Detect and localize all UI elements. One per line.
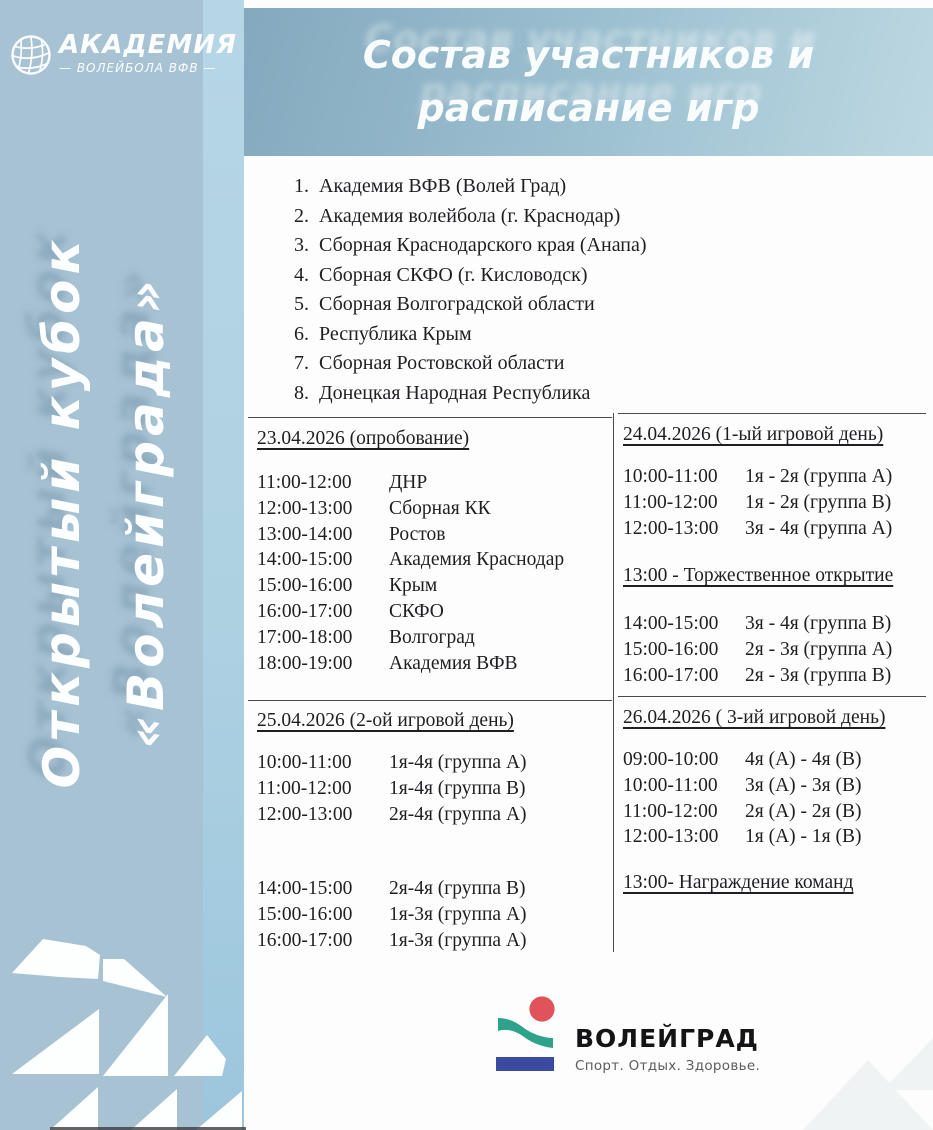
faint-triangles-decoration — [783, 1020, 933, 1130]
voleygrad-name: ВОЛЕЙГРАД — [575, 1024, 759, 1053]
cup-title-line2: «Волейграда» — [117, 275, 175, 749]
entry: СКФО — [389, 600, 444, 622]
schedule-row — [257, 573, 609, 599]
time-slot: 17:00-18:00 — [257, 626, 353, 648]
entry: 1я (А) - 1я (В) — [745, 826, 862, 848]
day4-rows — [623, 747, 926, 850]
entry: 1я-4я (группа А) — [389, 752, 527, 773]
grid-line-mid-right — [618, 696, 926, 697]
list-item — [283, 172, 647, 202]
list-item — [283, 349, 647, 379]
schedule-row — [257, 599, 609, 625]
list-item — [283, 202, 647, 232]
time-slot: 10:00-11:00 — [257, 752, 352, 773]
entry: 1я-4я (группа В) — [389, 777, 526, 799]
time-slot: 16:00-17:00 — [257, 600, 353, 622]
time-slot: 11:00-12:00 — [257, 472, 352, 493]
day1-rows — [257, 470, 609, 676]
schedule-row — [623, 637, 926, 663]
header-banner — [244, 8, 933, 156]
schedule-row — [623, 490, 926, 516]
schedule-day3-block — [257, 710, 609, 954]
time-slot: 15:00-16:00 — [257, 904, 353, 926]
entry: 2я - 3я (группа В) — [745, 664, 892, 686]
list-item — [283, 231, 647, 261]
schedule-row — [257, 776, 609, 802]
team-name: Донецкая Народная Республика — [319, 381, 591, 404]
time-slot: 11:00-12:00 — [623, 800, 718, 822]
entry: 2я-4я (группа В) — [389, 878, 526, 900]
time-slot: 15:00-16:00 — [257, 575, 353, 597]
grid-line-vertical-divider — [613, 413, 614, 952]
page-title-line1: Состав участников и — [362, 33, 815, 77]
schedule-row — [623, 824, 926, 850]
schedule-row — [257, 470, 609, 496]
entry: Академия ВФВ — [389, 652, 518, 674]
item-number: 5. — [294, 293, 309, 315]
time-slot: 14:00-15:00 — [623, 613, 719, 635]
time-slot: 16:00-17:00 — [257, 929, 353, 951]
entry: 3я (А) - 3я (В) — [745, 774, 862, 796]
voleygrad-tagline: Спорт. Отдых. Здоровье. — [575, 1058, 761, 1074]
entry: 1я-3я (группа А) — [389, 904, 527, 926]
voleygrad-logo-mark-icon — [492, 994, 558, 1081]
day1-title: 23.04.2026 (опробование) — [257, 428, 470, 449]
time-slot: 12:00-13:00 — [257, 497, 353, 519]
grid-line-top-right — [618, 413, 926, 414]
entry: Сборная КК — [389, 497, 491, 519]
day3-afternoon-rows — [257, 876, 609, 953]
item-number: 1. — [294, 175, 309, 197]
team-name: Республика Крым — [319, 322, 472, 345]
time-slot: 13:00-14:00 — [257, 523, 353, 545]
day3-title: 25.04.2026 (2-ой игровой день) — [257, 710, 514, 731]
entry: 1я - 2я (группа В) — [745, 491, 892, 513]
cup-title-line1: Открытый кубок — [33, 235, 91, 789]
list-item — [283, 379, 647, 409]
entry: 2я - 3я (группа А) — [745, 639, 893, 661]
time-slot: 16:00-17:00 — [623, 664, 719, 686]
time-slot: 14:00-15:00 — [257, 549, 353, 571]
schedule-row — [623, 663, 926, 689]
day4-title: 26.04.2026 ( 3-ий игровой день) — [623, 707, 886, 728]
schedule-row — [623, 464, 926, 490]
academy-logo-text — [59, 30, 237, 75]
voleygrad-logo-text — [575, 1026, 760, 1081]
schedule-day2-block — [623, 424, 926, 689]
time-slot: 10:00-11:00 — [623, 774, 718, 796]
team-name: Академия ВФВ (Волей Град) — [319, 175, 567, 197]
team-name: Академия волейбола (г. Краснодар) — [319, 204, 621, 227]
schedule-row — [257, 651, 609, 677]
voleygrad-logo — [492, 994, 760, 1081]
item-number: 6. — [294, 322, 309, 345]
item-number: 3. — [294, 234, 309, 256]
item-number: 8. — [294, 381, 309, 404]
day2-morning-rows — [623, 464, 926, 541]
academy-logo — [10, 30, 237, 76]
schedule-day4-block — [623, 707, 926, 894]
awards-note: 13:00- Награждение команд — [623, 872, 854, 894]
entry: ДНР — [389, 472, 428, 493]
participants-list — [283, 172, 647, 408]
entry: 3я - 4я (группа А) — [745, 517, 893, 539]
time-slot: 11:00-12:00 — [257, 777, 352, 799]
time-slot: 15:00-16:00 — [623, 639, 719, 661]
schedule-row — [623, 611, 926, 637]
schedule-row — [623, 747, 926, 773]
team-name: Сборная СКФО (г. Кисловодск) — [319, 263, 588, 286]
schedule-row — [257, 802, 609, 828]
triangle-sails-decoration — [0, 897, 250, 1130]
cup-vertical-title — [20, 192, 188, 832]
time-slot: 18:00-19:00 — [257, 652, 353, 674]
entry: 4я (А) - 4я (В) — [745, 749, 862, 770]
grid-line-top-left — [248, 417, 612, 418]
schedule-row — [257, 902, 609, 928]
list-item — [283, 261, 647, 291]
entry: 1я - 2я (группа А) — [745, 466, 893, 487]
academy-logo-name: АКАДЕМИЯ — [59, 30, 238, 60]
page-title-line2: расписание игр — [417, 86, 760, 130]
time-slot: 11:00-12:00 — [623, 491, 718, 513]
schedule-row — [623, 773, 926, 799]
time-slot: 12:00-13:00 — [623, 517, 719, 539]
time-slot: 12:00-13:00 — [257, 803, 353, 825]
team-name: Сборная Краснодарского края (Анапа) — [319, 234, 647, 256]
day3-morning-rows — [257, 750, 609, 827]
day2-title: 24.04.2026 (1-ый игровой день) — [623, 424, 884, 445]
entry: 2я-4я (группа А) — [389, 803, 527, 825]
entry: 3я - 4я (группа В) — [745, 613, 892, 635]
page-title — [363, 29, 814, 135]
schedule-row — [623, 516, 926, 542]
list-item — [283, 290, 647, 320]
academy-logo-subtitle: — ВОЛЕЙБОЛА ВФВ — — [59, 61, 217, 75]
item-number: 4. — [294, 263, 309, 286]
time-slot: 12:00-13:00 — [623, 826, 719, 848]
volleyball-globe-icon — [10, 30, 52, 76]
time-slot: 10:00-11:00 — [623, 466, 718, 487]
schedule-row — [257, 496, 609, 522]
schedule-row — [257, 522, 609, 548]
entry: 1я-3я (группа А) — [389, 929, 527, 951]
entry: Крым — [389, 575, 438, 597]
schedule-day1-block — [257, 428, 609, 676]
schedule-row — [623, 799, 926, 825]
entry: Академия Краснодар — [389, 549, 565, 571]
day2-afternoon-rows — [623, 611, 926, 688]
schedule-row — [257, 928, 609, 954]
schedule-row — [257, 876, 609, 902]
item-number: 2. — [294, 204, 309, 227]
grid-line-mid-left — [248, 700, 612, 701]
time-slot: 14:00-15:00 — [257, 878, 353, 900]
schedule-row — [257, 547, 609, 573]
entry: 2я (А) - 2я (В) — [745, 800, 862, 822]
opening-ceremony-note: 13:00 - Торжественное открытие — [623, 565, 894, 587]
schedule-row — [257, 750, 609, 776]
entry: Ростов — [389, 523, 446, 545]
list-item — [283, 320, 647, 350]
schedule-row — [257, 625, 609, 651]
team-name: Сборная Ростовской области — [319, 352, 565, 374]
team-name: Сборная Волгоградской области — [319, 293, 595, 315]
time-slot: 09:00-10:00 — [623, 749, 719, 770]
entry: Волгоград — [389, 626, 475, 648]
item-number: 7. — [294, 352, 309, 374]
